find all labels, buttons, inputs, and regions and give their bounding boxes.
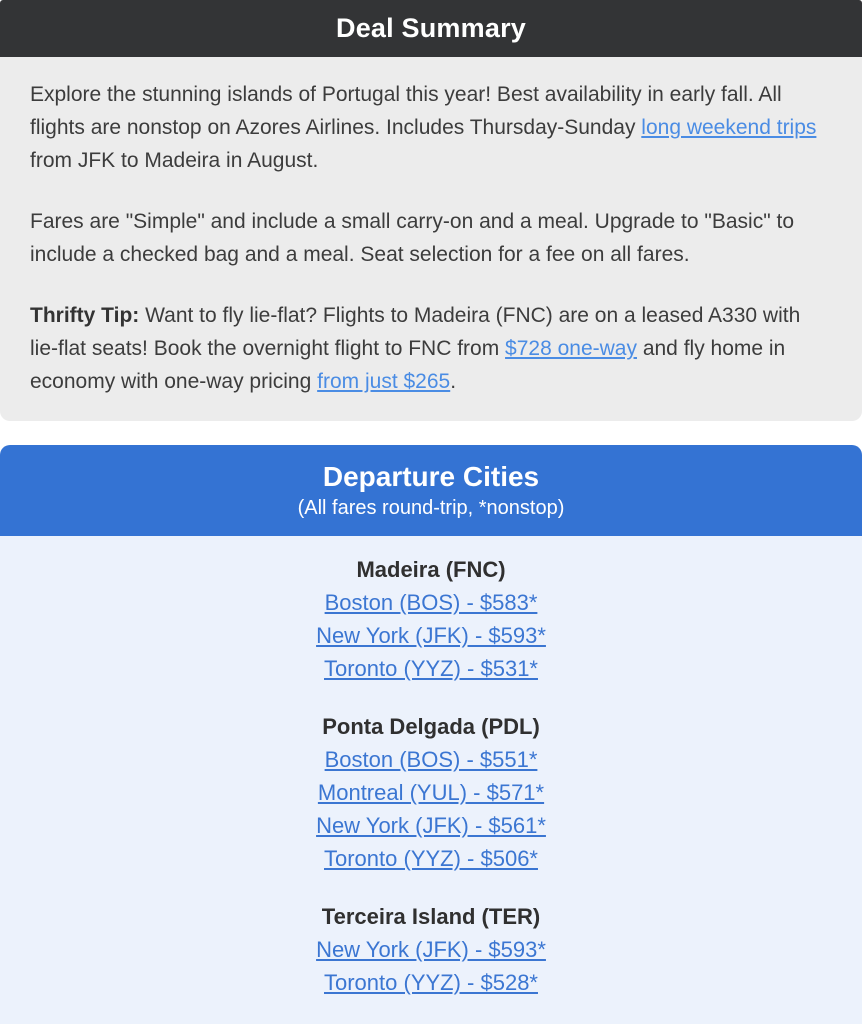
inline-link[interactable]: long weekend trips bbox=[641, 116, 817, 139]
inline-link[interactable]: $728 one-way bbox=[505, 337, 637, 360]
deal-summary-header bbox=[0, 0, 862, 57]
summary-paragraph: Thrifty Tip: Want to fly lie-flat? Flights to Madeira (FNC) are on a leased A330 with lie-flat seats! Book the overnight flight to FNC from $728 one-way and fly home in economy with one-way pricing from just $265. bbox=[30, 304, 801, 393]
departure-cities-title: Departure Cities bbox=[322, 461, 540, 492]
summary-paragraph: Explore the stunning islands of Portugal this year! Best availability in early fall. All flights are nonstop on Azores Airlines. Includes Thursday-Sunday long weekend trips from JFK to Madeira in August. bbox=[30, 83, 817, 172]
departure-cities-header bbox=[0, 445, 862, 536]
fare-link[interactable]: New York (JFK) - $593* bbox=[316, 623, 546, 648]
fare-link[interactable]: Toronto (YYZ) - $506* bbox=[324, 846, 538, 871]
fare-link[interactable]: Toronto (YYZ) - $528* bbox=[324, 970, 538, 995]
fare-group-heading: Ponta Delgada (PDL) bbox=[322, 714, 540, 739]
deal-summary-section bbox=[0, 57, 862, 421]
fare-link[interactable]: Boston (BOS) - $583* bbox=[324, 590, 538, 615]
summary-paragraph: Fares are "Simple" and include a small carry-on and a meal. Upgrade to "Basic" to include a checked bag and a meal. Seat selection for a fee on all fares. bbox=[30, 210, 795, 266]
bold-text: Thrifty Tip: bbox=[30, 304, 140, 327]
departure-cities-section bbox=[0, 536, 862, 1024]
departure-cities-subtitle: (All fares round-trip, *nonstop) bbox=[297, 497, 565, 519]
fare-group bbox=[0, 900, 862, 999]
section-gap bbox=[0, 421, 862, 445]
fare-group-heading: Terceira Island (TER) bbox=[321, 904, 541, 929]
fare-link[interactable]: New York (JFK) - $593* bbox=[316, 937, 546, 962]
deal-summary-title: Deal Summary bbox=[336, 13, 526, 43]
fare-link[interactable]: Toronto (YYZ) - $531* bbox=[324, 656, 538, 681]
fare-link[interactable]: New York (JFK) - $561* bbox=[316, 813, 546, 838]
fare-link[interactable]: Boston (BOS) - $551* bbox=[324, 747, 538, 772]
fare-link[interactable]: Montreal (YUL) - $571* bbox=[317, 780, 545, 805]
fare-group-heading: Madeira (FNC) bbox=[356, 557, 506, 582]
fare-group bbox=[0, 710, 862, 875]
inline-link[interactable]: from just $265 bbox=[317, 370, 451, 393]
fare-group bbox=[0, 553, 862, 685]
